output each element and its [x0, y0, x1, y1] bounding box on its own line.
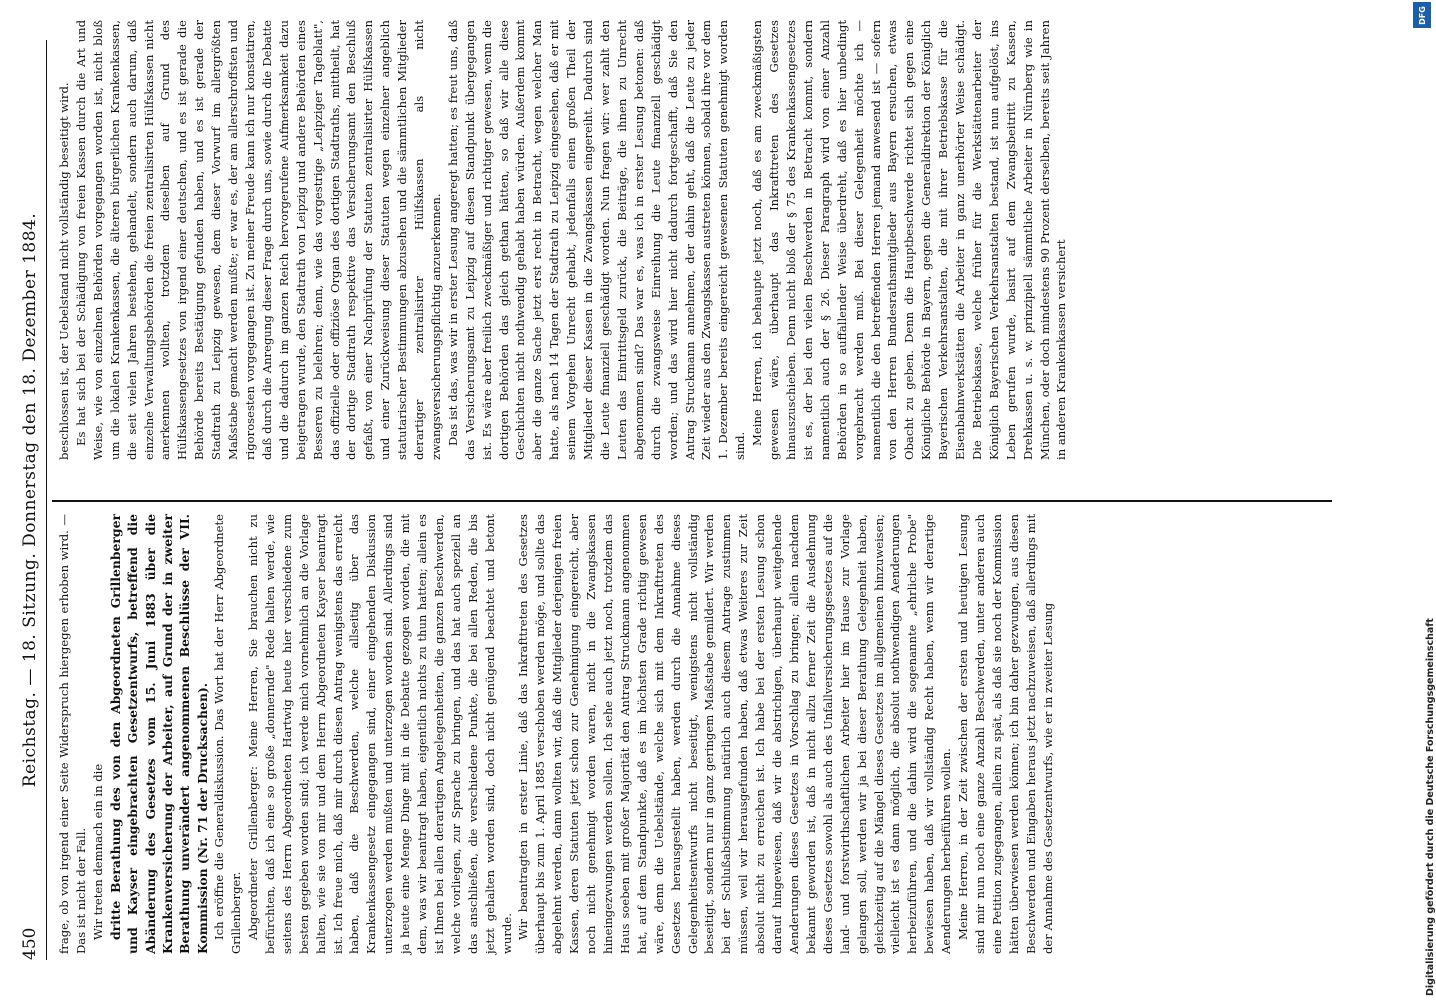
page-number: 450: [20, 927, 40, 960]
paragraph: Meine Herren, in der Zeit zwischen der ersten und heutigen Lesung sind mir nun noch eine ganze Anzahl Beschwerden, unter anderen auch eine Petition zugegangen, allein zu spät, als daß sie noch der Kommission hätten überwiesen werden können; ich bin daher gezwungen, aus diesen Beschwerden und Eingaben heraus jetzt nachzuweisen, daß allerdings mit der Annahme des Gesetzentwurfs, wie er in zweiter Lesung: [956, 514, 1055, 954]
paragraph: dritte Berathung des von den Abgeordneten Grillenberger und Kayser eingebrachten Gesetzentwurfs, betreffend die Abänderung des Gesetzes vom 15. Juni 1883 über die Krankenversicherung der Arbeiter, auf Grund der in zweiter Berathung unverändert angenommenen Beschlüsse der VII. Kommission (Nr. 71 der Drucksachen).: [107, 514, 210, 954]
digitization-note: Digitalisierung gefördert durch die Deutsche Forschungsgemeinschaft: [1425, 618, 1436, 996]
paragraph: Abgeordneter Grillenberger: Meine Herren, Sie brauchen nicht zu befürchten, daß ich eine so große „donnernde" Rede halten werde, wie seitens des Herrn Abgeordneten Hartwig heute hier verschiedene zum besten gegeben worden sind; ich werde mich vornehmlich an die Vorlage halten, wie sie von mir und dem Herrn Abgeordneten Kayser beantragt ist. Ich freue mich, daß mir durch diesen Antrag wenigstens das erreicht haben, daß die Beschwerden, welche allseitig über das Krankenkassengesetz eingegangen sind, einer eingehenden Diskussion unterzogen werden mußten und unterzogen worden sind. Allerdings sind ja heute eine Menge Dinge mit in die Debatte gezogen worden, die mit dem, was wir beantragt haben, eigentlich nichts zu thun hatten; allein es ist Ihnen bei allen derartigen Angelegenheiten, die ganzen Beschwerden, welche vorliegen, zur Sprache zu bringen, und das hat auch speziell an das anschließen, die verschiedene Punkte, die bei allen Reden, die bis jetzt gehalten worden sind, doch nicht genügend beachtet und betont wurde.: [245, 514, 514, 954]
text-column-left: [56, 514, 1342, 954]
dfg-logo-text: DFG: [1417, 5, 1427, 25]
text-column-right: [56, 20, 1342, 460]
paragraph: Meine Herren, ich behaupte jetzt noch, daß es am zweckmäßigsten gewesen wäre, überhaupt das Inkrafttreten des Gesetzes hinauszuschieben. Denn nicht bloß der § 75 des Krankenkassengesetzes ist es, der bei den vielen Beschwerden in Betracht kommt, sondern namentlich auch der § 26. Dieser Paragraph wird von einer Anzahl Behörden in so auffallender Weise überdreht, daß es hier unbedingt vorgebracht werden muß. Bei dieser Gelegenheit möchte ich — namentlich die den betreffenden Herren jemand anwesend ist — sofern von den Herren Bundesrathsmitglieder aus Bayern ersuchen, etwas Obacht zu geben. Denn die Hauptbeschwerde richtet sich gegen eine Königliche Behörde in Bayern, gegen die Generaldirektion der Königlich Bayerischen Verkehrsanstalten, die mit ihrer Betriebskasse für die Eisenbahnwerkstätten die Arbeiter in ganz unerhörter Weise schädigt. Die Betriebskasse, welche früher für die Werkstättenarbeiter der Königlich Bayerischen Verkehrsanstalten bestand, ist nun aufgelöst, ins Leben gerufen wurde, basirt auf dem Zwangsbeitritt zu Kassen, Drehkassen u. s. w. prinzipiell sämmtliche Arbeiter in Nürnberg wie in München, oder doch mindestens 90 Prozent derselben, bereits seit Jahren in anderen Krankenkassen versichert: [750, 20, 1069, 460]
paragraph: Ich eröffne die Generaldiskussion. Das Wort hat der Herr Abgeordnete Grillenberger.: [212, 514, 244, 954]
column-divider: [52, 501, 1332, 503]
page-header: [18, 40, 47, 960]
paragraph: Wir beantragten in erster Linie, daß das Inkrafttreten des Gesetzes überhaupt bis zum 1. April 1885 verschoben werden möge, und sollte das abgelehnt werden, dann wollten wir, daß die Mitglieder derjenigen freien Kassen, deren Statuten jetzt schon zur Genehmigung eingereicht, aber noch nicht genehmigt worden waren, nicht in die Zwangskassen hineingezwungen werden sollen. Ich sehe auch jetzt noch, trotzdem das Haus soeben mit großer Majorität den Antrag Struckmann angenommen hat, auf dem Standpunkte, daß es im höchsten Grade richtig gewesen wäre, denn die Uebelstände, welche sich mit dem Inkrafttreten des Gesetzes herausgestellt haben, werden durch die Annahme dieses Gelegenheitsentwurfs nicht beseitigt, wenigstens nicht vollständig beseitigt, sondern nur in ganz geringem Maßstabe gemildert. Wir werden bei der Schlußabstimmung natürlich auch diesem Antrage zustimmen müssen, weil wir herausgefunden haben, daß etwas Weiteres zur Zeit absolut nicht zu erreichen ist. Ich habe bei der ersten Lesung schon darauf hingewiesen, daß wir die abstrichigen, überhaupt weitgehende Aenderungen dieses Gesetzes in Vorschlag zu bringen; allein nachdem bekannt geworden ist, daß in nicht allzu ferner Zeit die Ausdehnung dieses Gesetzes sowohl als auch des Unfallversicherungsgesetzes auf die land- und forstwirthschaftlichen Arbeiter hier im Hause zur Vorlage gelangen soll, werden wir ja bei dieser Berathung Gelegenheit haben, gleichzeitig auf die Mängel dieses Gesetzes im allgemeinen hinzuweisen; vielleicht ist es dann möglich, die absolut nothwendigen Aenderungen herbeizuführen, und die dahin wird die sogenannte „ehrliche Probe" bewiesen haben, daß wir vollständig Recht haben, wenn wir derartige Aenderungen herbeiführen wollen.: [516, 514, 954, 954]
paragraph: frage, ob von irgend einer Seite Widerspruch hiergegen erhoben wird. — Das ist nicht der Fall.: [57, 514, 88, 954]
paragraph: Das ist das, was wir in erster Lesung angeregt hatten; es freut uns, daß das Versicherungsamt zu Leipzig auf diesen Standpunkt übergegangen ist. Es wäre aber freilich zweckmäßiger und richtiger gewesen, wenn die dortigen Behörden das gleich gethan hätten, so daß wir alle diese Geschichten nicht nothwendig gehabt haben würden. Außerdem kommt aber die ganze Sache jetzt erst recht in Betracht, wegen welcher Man hatte, als nach 14 Tagen der Stadtrath zu Leipzig eingesehen, daß er mit seinem Vorgehen Unrecht gehabt, jedenfalls einen großen Theil der Mitglieder dieser Kassen in die Zwangskassen eingereiht. Dadurch sind die Leute finanziell geschädigt worden. Nun fragen wir: wer zahlt den Leuten das Eintrittsgeld zurück, die Beiträge, die ihnen zu Unrecht abgenommen sind? Das war es, was ich in erster Lesung betonen: daß durch die zwangsweise Einreihung die Leute finanziell geschädigt worden; und das wird hier nicht dadurch fortgeschafft, daß Sie den Antrag Struckmann annehmen, der dahin geht, daß die Leute zu jeder Zeit wieder aus den Zwangskassen austreten können, sobald ihre vor dem 1. Dezember bereits eingereicht gewesenen Statuten genehmigt worden sind.: [445, 20, 748, 460]
paragraph: beschlossen ist, der Uebelstand nicht vollständig beseitigt wird.: [57, 82, 71, 460]
running-head: Reichstag. — 18. Sitzung. Donnerstag den 18. Dezember 1884.: [20, 212, 40, 788]
dfg-logo: [1413, 2, 1431, 28]
paragraph: Wir treten demnach ein in die: [90, 763, 105, 940]
paragraph: Es hat sich bei der Schädigung von freien Kassen durch die Art und Weise, wie von einzelnen Behörden vorgegangen worden ist, nicht bloß um die lokalen Krankenkassen, die älteren bürgerlichen Krankenkassen, die seit vielen Jahren bestehen, gehandelt, sondern auch darum, daß einzelne Verwaltungsbehörden die freien zentralisirten Hülfskassen nicht anerkennen wollten, trotzdem dieselben auf Grund des Hülfskassengesetzes von irgend einer deutschen, und es ist gerade die Behörde bereits Bestätigung gefunden haben, und es ist gerade der Stadtrath zu Leipzig gewesen, dem dieser Vorwurf im allergrößten Maßstabe gemacht werden mußte; er war es, der am allerschroffsten und rigorosesten vorgegangen ist. Zu meiner Freude kann ich nur konstatiren, daß durch die Anregung dieser Frage durch uns, sowie durch die Debatte und die dadurch im ganzen Reich hervorgerufene Aufmerksamkeit dazu beigetragen wurde, den Stadtrath von Leipzig und andere Behörden eines Besseren zu belehren; denn, wie das vorgestrige „Leipziger Tageblatt", das offizielle oder offiziöse Organ des dortigen Stadtraths, mittheilt, hat der dortige Stadtrath respektive das Versicherungsamt den Beschluß gefaßt, von einer Nachprüfung der Statuten zentralisirter Hülfskassen und einer Zurückweisung dieser Statuten wegen einzelner angeblich statutarischer Bestimmungen abzusehen und die sämmtlichen Mitglieder derartiger zentralisirter Hülfskassen als nicht zwangsversicherungspflichtig anzuerkennen.: [73, 20, 443, 460]
